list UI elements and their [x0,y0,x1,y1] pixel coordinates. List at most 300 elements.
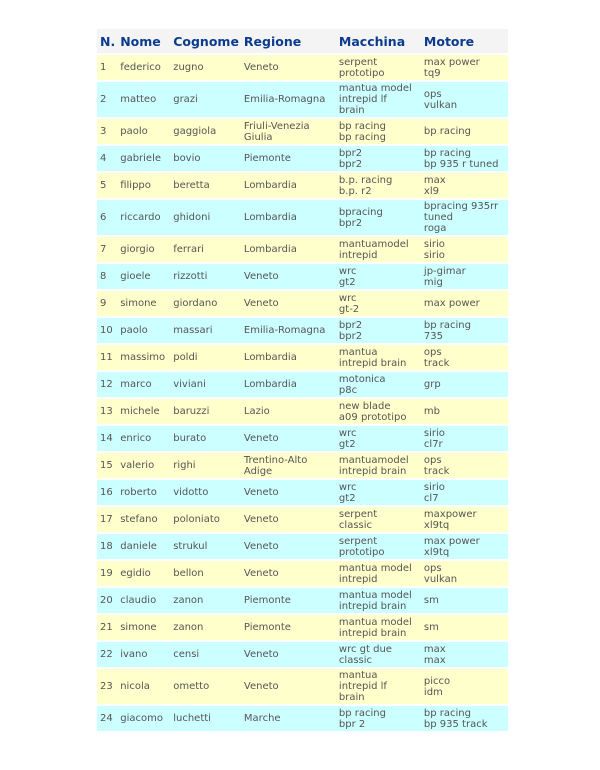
cell-number-text: 18 [100,541,113,552]
cell-cognome-text: zugno [173,62,204,73]
cell-nome-text: giorgio [120,244,155,255]
cell-nome-text: marco [120,379,152,390]
cell-macchina-line: serpent [338,56,378,68]
cell-macchina-line: wrc [338,265,357,277]
cell-motore-line: jp-gimar [423,265,466,277]
cell-macchina-line: bp racing [338,707,386,719]
cell-motore [421,669,508,706]
cell-cognome-text: zanon [173,622,204,633]
table-row [97,146,508,173]
cell-number [97,507,117,534]
cell-nome-text: simone [120,298,157,309]
cell-nome-text: filippo [120,180,151,191]
cell-macchina-line: intrepid [338,249,378,261]
cell-cognome-text: vidotto [173,487,209,498]
cell-cognome [170,426,241,453]
cell-cognome [170,669,241,706]
cell-number [97,588,117,615]
cell-motore-line: max [423,654,446,666]
cell-macchina-line: wrc [338,481,357,493]
cell-number-text: 6 [100,212,107,223]
header-macchina: Macchina [336,29,421,55]
cell-macchina-line: a09 prototipo [338,411,407,423]
cell-macchina [336,291,421,318]
cell-macchina-line: intrepid [338,573,378,585]
cell-cognome [170,82,241,119]
cell-motore [421,561,508,588]
cell-nome [117,588,170,615]
cell-regione-line: Lombardia [243,212,297,223]
cell-regione-line: Veneto [243,541,279,552]
cell-macchina-line: serpent [338,508,378,520]
header-motore: Motore [421,29,508,55]
cell-cognome [170,264,241,291]
table-row [97,480,508,507]
cell-cognome-text: luchetti [173,713,211,724]
cell-number-text: 13 [100,406,113,417]
table-row [97,82,508,119]
cell-number-text: 14 [100,433,113,444]
cell-motore-line: bp racing [423,126,471,137]
cell-cognome [170,119,241,146]
cell-cognome-text: giordano [173,298,218,309]
cell-motore-line: max [423,643,446,655]
cell-number [97,264,117,291]
cell-number [97,669,117,706]
cell-macchina-line: intrepid brain [338,627,407,639]
cell-macchina-line: gt-2 [338,303,360,315]
cell-number [97,55,117,82]
cell-number-text: 21 [100,622,113,633]
cell-motore-line: cl7r [423,438,443,450]
cell-cognome [170,507,241,534]
cell-regione-line: Emilia-Romagna [243,94,326,105]
cell-cognome [170,588,241,615]
cell-nome-text: paolo [120,126,148,137]
cell-nome [117,82,170,119]
cell-regione [241,453,336,480]
cell-macchina [336,82,421,119]
cell-motore [421,399,508,426]
cell-nome-text: daniele [120,541,157,552]
cell-motore-line: bp racing [423,707,471,719]
cell-macchina-line: p8c [338,384,358,396]
cell-nome [117,146,170,173]
cell-cognome-text: grazi [173,94,198,105]
cell-motore [421,318,508,345]
cell-regione-line: Piemonte [243,595,291,606]
cell-motore-line: roga [423,223,447,234]
header-row [97,29,508,55]
cell-macchina-line: bpr2 [338,330,363,342]
cell-motore-line: max power [423,535,480,547]
table-row [97,372,508,399]
cell-number-text: 17 [100,514,113,525]
table-header [97,29,508,55]
cell-nome-text: riccardo [120,212,161,223]
table-row [97,119,508,146]
cell-macchina [336,642,421,669]
cell-macchina-line: bpracing [338,206,383,218]
cell-motore-line: ops [423,88,442,100]
cell-regione [241,399,336,426]
cell-motore [421,480,508,507]
table-row [97,706,508,733]
cell-cognome-text: bellon [173,568,204,579]
cell-regione [241,669,336,706]
cell-cognome [170,561,241,588]
cell-number [97,318,117,345]
cell-nome [117,372,170,399]
cell-nome [117,453,170,480]
cell-number [97,345,117,372]
cell-number [97,237,117,264]
cell-cognome [170,534,241,561]
cell-regione [241,264,336,291]
cell-number-text: 12 [100,379,113,390]
cell-regione [241,119,336,146]
cell-cognome-text: righi [173,460,196,471]
cell-macchina-line: mantua model [338,562,412,574]
cell-motore-line: tuned [423,212,454,223]
cell-nome-text: roberto [120,487,157,498]
cell-regione-line: Veneto [243,514,279,525]
cell-macchina-line: prototipo [338,67,385,79]
cell-number-text: 3 [100,126,107,137]
table-row [97,345,508,372]
table-row [97,507,508,534]
cell-regione [241,345,336,372]
cell-motore-line: ops [423,562,442,574]
cell-cognome-text: poldi [173,352,198,363]
table-row [97,237,508,264]
cell-macchina-line: bpr2 [338,158,363,170]
cell-macchina [336,426,421,453]
cell-nome [117,173,170,200]
cell-nome [117,200,170,237]
cell-macchina-line: wrc [338,427,357,439]
cell-number-text: 22 [100,649,113,660]
cell-number-text: 16 [100,487,113,498]
cell-motore-line: bp racing [423,319,471,331]
cell-motore [421,55,508,82]
cell-macchina-line: mantua model [338,83,412,94]
cell-nome-text: giacomo [120,713,163,724]
table-row [97,561,508,588]
header-cognome: Cognome [170,29,241,55]
cell-motore-line: xl9tq [423,546,450,558]
cell-number [97,480,117,507]
cell-nome [117,669,170,706]
cell-cognome [170,706,241,733]
cell-motore-line: idm [423,686,443,698]
cell-macchina [336,237,421,264]
cell-macchina-line: b.p. racing [338,174,393,186]
cell-number-text: 8 [100,271,107,282]
cell-regione-line: Veneto [243,62,279,73]
cell-number-text: 20 [100,595,113,606]
cell-nome-text: nicola [120,681,150,692]
cell-cognome-text: ometto [173,681,210,692]
cell-macchina-line: b.p. r2 [338,185,372,197]
cell-nome [117,318,170,345]
cell-number [97,173,117,200]
cell-cognome-text: ferrari [173,244,204,255]
cell-macchina-line: gt2 [338,492,356,504]
cell-macchina-line: intrepid brain [338,465,407,477]
cell-motore-line: cl7 [423,492,439,504]
cell-macchina-line: new blade [338,400,391,412]
cell-macchina [336,399,421,426]
cell-macchina [336,453,421,480]
cell-regione-line: Veneto [243,681,279,692]
cell-motore-line: xl9 [423,185,439,197]
cell-regione [241,642,336,669]
cell-motore-line: tq9 [423,67,441,79]
cell-cognome [170,345,241,372]
cell-regione [241,82,336,119]
cell-nome-text: paolo [120,325,148,336]
cell-nome-text: valerio [120,460,155,471]
cell-number [97,146,117,173]
cell-macchina-line: bpr2 [338,147,363,159]
cell-nome [117,119,170,146]
cell-nome-text: ivano [120,649,148,660]
cell-number [97,200,117,237]
cell-nome-text: stefano [120,514,158,525]
cell-nome [117,264,170,291]
cell-nome [117,706,170,733]
cell-motore [421,534,508,561]
cell-regione [241,372,336,399]
cell-number-text: 4 [100,153,107,164]
cell-number-text: 5 [100,180,107,191]
cell-nome-text: gioele [120,271,151,282]
cell-number [97,642,117,669]
cell-macchina [336,561,421,588]
cell-nome-text: enrico [120,433,152,444]
cell-cognome [170,291,241,318]
cell-regione [241,55,336,82]
cell-number [97,291,117,318]
cell-motore-line: 735 [423,330,444,342]
cell-macchina-line: bpr2 [338,217,363,229]
cell-motore-line: max power [423,56,480,68]
cell-nome-text: egidio [120,568,151,579]
cell-macchina [336,534,421,561]
cell-macchina-line: classic [338,654,373,666]
cell-regione [241,507,336,534]
cell-cognome-text: viviani [173,379,206,390]
table-row [97,55,508,82]
cell-regione [241,561,336,588]
cell-motore [421,345,508,372]
cell-macchina [336,173,421,200]
cell-cognome-text: poloniato [173,514,220,525]
cell-nome-text: claudio [120,595,157,606]
table-row [97,399,508,426]
cell-macchina-line: serpent [338,535,378,547]
cell-motore-line: bpracing 935rr [423,201,499,212]
cell-motore [421,372,508,399]
cell-motore [421,507,508,534]
cell-macchina [336,615,421,642]
cell-regione [241,146,336,173]
cell-nome [117,55,170,82]
table-row [97,669,508,706]
cell-macchina-line: motonica [338,373,386,385]
cell-number [97,615,117,642]
table-row [97,453,508,480]
cell-motore-line: maxpower [423,508,477,520]
cell-macchina-line: mantuamodel [338,454,409,466]
cell-regione-line: Lombardia [243,180,297,191]
cell-cognome [170,399,241,426]
cell-macchina [336,345,421,372]
cell-nome-text: gabriele [120,153,162,164]
cell-cognome [170,173,241,200]
cell-macchina-line: intrepid brain [338,600,407,612]
cell-cognome-text: zanon [173,595,204,606]
cell-macchina [336,588,421,615]
cell-motore-line: grp [423,379,441,390]
cell-number [97,119,117,146]
cell-nome [117,399,170,426]
pilots-table-container [97,29,508,733]
cell-number-text: 23 [100,681,113,692]
cell-motore [421,291,508,318]
cell-macchina-line: mantua [338,670,378,681]
cell-nome [117,237,170,264]
cell-regione-line: Trentino-Alto [243,454,308,466]
cell-nome-text: massimo [120,352,166,363]
cell-regione-line: Lombardia [243,379,297,390]
cell-regione-line: Marche [243,713,281,724]
table-row [97,426,508,453]
cell-cognome [170,200,241,237]
cell-regione-line: Giulia [243,131,273,143]
cell-number-text: 1 [100,62,107,73]
cell-motore-line: sirio [423,249,445,261]
header-regione: Regione [241,29,336,55]
cell-motore [421,615,508,642]
cell-macchina-line: bp racing [338,131,386,143]
cell-macchina-line: gt2 [338,438,356,450]
cell-motore-line: sirio [423,238,445,250]
cell-number [97,82,117,119]
cell-macchina [336,372,421,399]
cell-nome [117,480,170,507]
cell-macchina-line: intrepid brain [338,357,407,369]
cell-motore-line: vulkan [423,573,458,585]
cell-regione-line: Veneto [243,298,279,309]
cell-regione-line: Veneto [243,568,279,579]
cell-motore [421,264,508,291]
cell-cognome-text: bovio [173,153,201,164]
cell-regione [241,318,336,345]
cell-cognome [170,453,241,480]
cell-regione [241,615,336,642]
cell-motore-line: track [423,465,450,477]
cell-motore-line: sm [423,622,439,633]
cell-motore-line: mig [423,276,443,288]
cell-regione-line: Emilia-Romagna [243,325,326,336]
cell-motore-line: ops [423,454,442,466]
cell-motore [421,426,508,453]
pilots-table [97,29,508,733]
table-row [97,318,508,345]
cell-cognome [170,615,241,642]
cell-number-text: 9 [100,298,107,309]
table-row [97,642,508,669]
cell-nome [117,615,170,642]
table-body [97,55,508,733]
cell-cognome-text: censi [173,649,200,660]
cell-motore-line: sirio [423,481,445,493]
cell-cognome-text: baruzzi [173,406,210,417]
cell-regione [241,173,336,200]
header-nome: Nome [117,29,170,55]
cell-regione-line: Adige [243,465,273,477]
table-row [97,200,508,237]
cell-motore [421,146,508,173]
cell-regione-line: Friuli-Venezia [243,120,310,132]
cell-number [97,426,117,453]
cell-macchina-line: intrepid lf [338,94,387,105]
cell-number [97,372,117,399]
cell-macchina-line: gt2 [338,276,356,288]
cell-macchina-line: prototipo [338,546,385,558]
cell-macchina [336,200,421,237]
cell-macchina [336,119,421,146]
cell-number [97,453,117,480]
cell-number-text: 19 [100,568,113,579]
cell-cognome-text: massari [173,325,213,336]
cell-macchina-line: mantuamodel [338,238,409,250]
cell-regione [241,588,336,615]
cell-cognome [170,372,241,399]
cell-motore-line: bp racing [423,147,471,159]
cell-macchina-line: intrepid lf [338,681,387,692]
cell-nome-text: matteo [120,94,157,105]
cell-macchina [336,55,421,82]
cell-macchina [336,264,421,291]
cell-macchina-line: bp racing [338,120,386,132]
cell-number-text: 11 [100,352,113,363]
cell-macchina-line: mantua model [338,616,412,628]
cell-regione-line: Veneto [243,433,279,444]
cell-regione-line: Lombardia [243,244,297,255]
table-row [97,264,508,291]
cell-cognome [170,146,241,173]
table-row [97,615,508,642]
cell-macchina [336,706,421,733]
cell-regione-line: Lombardia [243,352,297,363]
cell-cognome [170,642,241,669]
cell-motore-line: bp 935 track [423,718,488,730]
cell-motore [421,237,508,264]
cell-nome [117,291,170,318]
cell-number-text: 10 [100,325,113,336]
cell-number [97,399,117,426]
cell-cognome-text: ghidoni [173,212,211,223]
header-number: N. [97,29,117,55]
cell-regione-line: Veneto [243,487,279,498]
cell-motore [421,706,508,733]
cell-motore-line: max [423,174,446,186]
cell-regione [241,534,336,561]
cell-cognome [170,318,241,345]
